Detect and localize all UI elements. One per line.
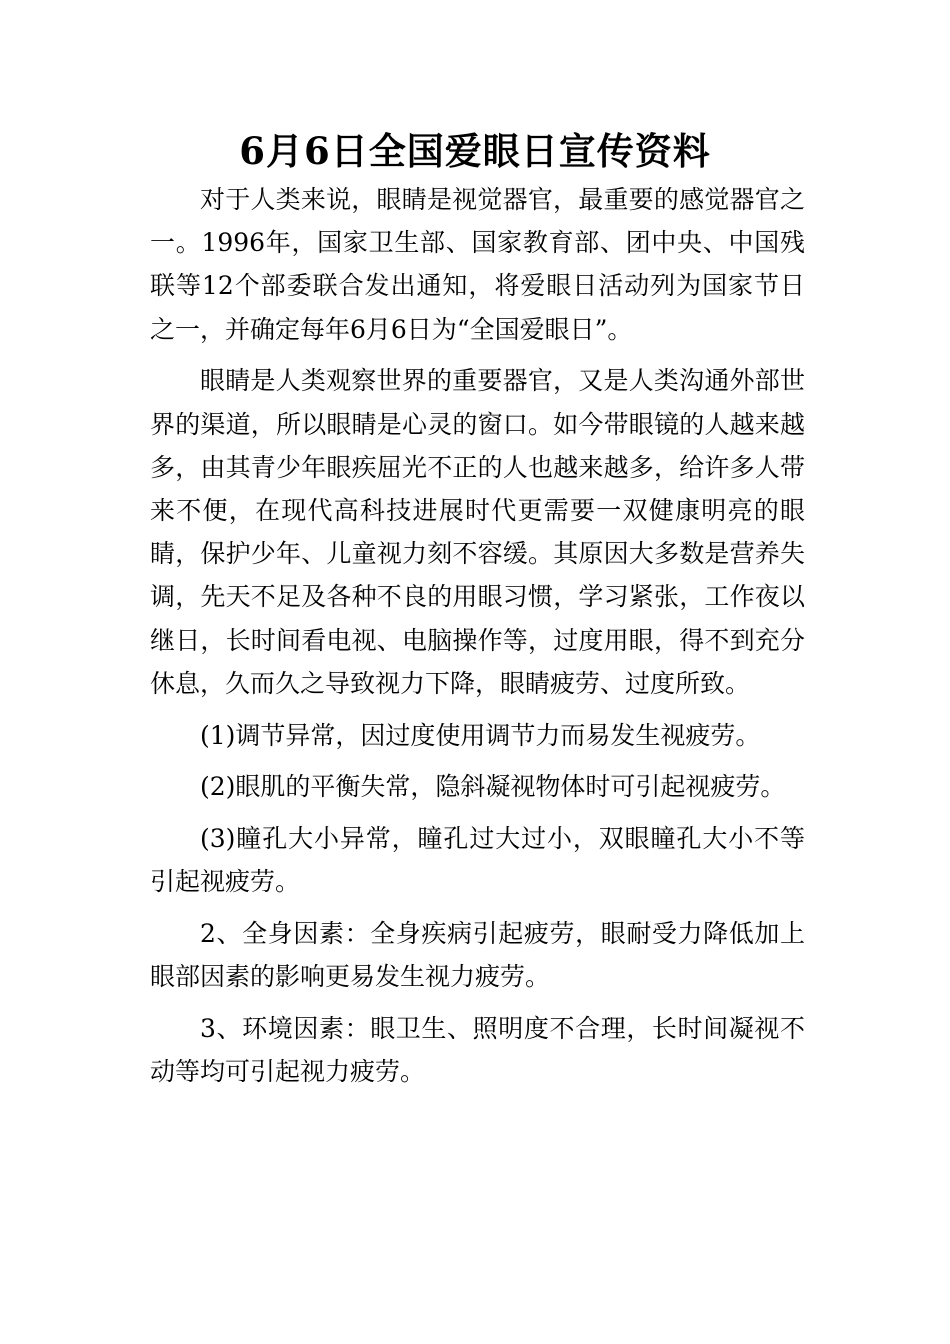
- document-body: [150, 178, 805, 1102]
- paragraph-item-3: (3)瞳孔大小异常，瞳孔过大过小，双眼瞳孔大小不等引起视疲劳。: [150, 824, 805, 897]
- paragraph-item-2: (2)眼肌的平衡失常，隐斜凝视物体时可引起视疲劳。: [200, 772, 786, 802]
- document-title: 6月6日全国爱眼日宣传资料: [239, 129, 711, 173]
- paragraph-environment-factors: 3、环境因素：眼卫生、照明度不合理，长时间凝视不动等均可引起视力疲劳。: [150, 1014, 805, 1087]
- paragraph-item-1: (1)调节异常，因过度使用调节力而易发生视疲劳。: [200, 720, 761, 750]
- paragraph-eye-importance: 眼睛是人类观察世界的重要器官，又是人类沟通外部世界的渠道，所以眼睛是心灵的窗口。如今带眼镜的人越来越多，由其青少年眼疾屈光不正的人也越来越多，给许多人带来不便，在现代高科技进展时代更需要一双健康明亮的眼睛，保护少年、儿童视力刻不容缓。其原因大多数是营养失调，先天不足及各种不良的用眼习惯，学习紧张，工作夜以继日，长时间看电视、电脑操作等，过度用眼，得不到充分休息，久而久之导致视力下降，眼睛疲劳、过度所致。: [150, 366, 805, 698]
- paragraph-intro: 对于人类来说，眼睛是视觉器官，最重要的感觉器官之一。1996年，国家卫生部、国家教育部、团中央、中国残联等12个部委联合发出通知，将爱眼日活动列为国家节日之一，并确定每年6月6日为“全国爱眼日”。: [150, 185, 805, 344]
- paragraph-systemic-factors: 2、全身因素：全身疾病引起疲劳，眼耐受力降低加上眼部因素的影响更易发生视力疲劳。: [150, 919, 805, 992]
